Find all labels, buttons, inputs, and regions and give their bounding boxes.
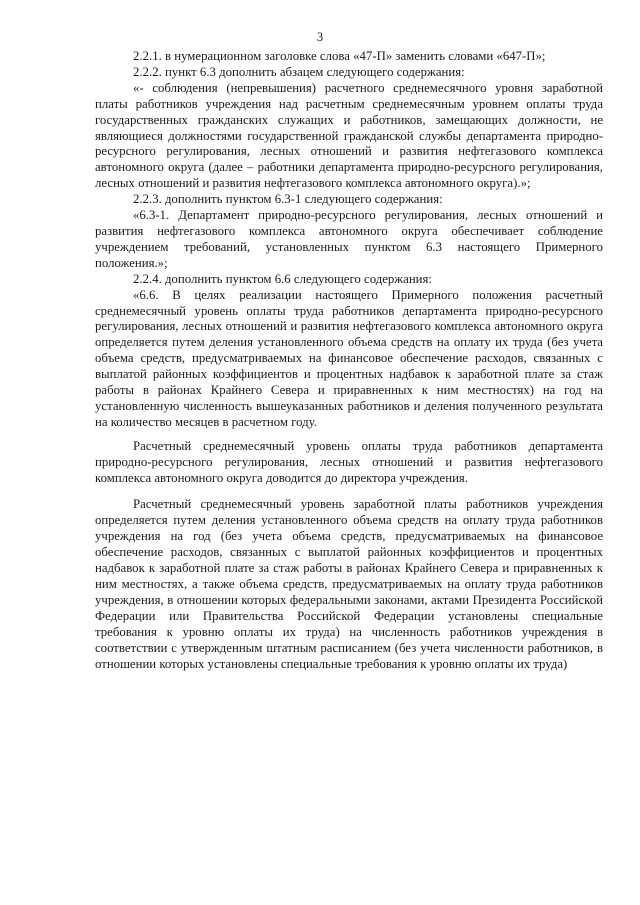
paragraph-department-level: Расчетный среднемесячный уровень оплаты труда работников департамента природно-ресурсного регулирования, лесных отношений и развития нефтегазового комплекса автономного округа доводится до директора учреждения.	[95, 438, 603, 485]
paragraph-6-3-addition: «- соблюдения (непревышения) расчетного среднемесячного уровня заработной платы работников учреждения над расчетным среднемесячным уровнем оплаты труда государственных гражданских служащих и работников, замещающих должности, не являющиеся должностями государственной гражданской службы департамента природно-ресурсного регулирования, лесных отношений и развития нефтегазового комплекса автономного округа (далее – работники департамента природно-ресурсного регулирования, лесных отношений и развития нефтегазового комплекса автономного округа).»;	[95, 80, 603, 191]
paragraph-institution-level: Расчетный среднемесячный уровень заработной платы работников учреждения определяется путем деления установленного объема средств на оплату труда работников учреждения на год (без учета объема средств, предусматриваемых на финансовое обеспечение расходов, связанных с выплатой районных коэффициентов и процентных надбавок к заработной плате за стаж работы в районах Крайнего Севера и приравненных к ним местностях, а также объема средств, предусматриваемых на оплату труда работников учреждения, в отношении которых федеральными законами, актами Президента Российской Федерации или Правительства Российской Федерации установлены специальные требования к уровню оплаты их труда) на численность работников учреждения в соответствии с утвержденным штатным расписанием (без учета численности работников, в отношении которых установлены специальные требования к уровню оплаты их труда)	[95, 497, 603, 671]
paragraph-2-2-2: 2.2.2. пункт 6.3 дополнить абзацем следующего содержания:	[133, 64, 465, 79]
paragraph-2-2-1: 2.2.1. в нумерационном заголовке слова «47-П» заменить словами «647-П»;	[133, 49, 546, 63]
page-number: 3	[316, 30, 324, 44]
paragraph-2-2-3: 2.2.3. дополнить пунктом 6.3-1 следующего содержания:	[133, 192, 443, 207]
paragraph-6-6: «6.6. В целях реализации настоящего Примерного положения расчетный среднемесячный уровень оплаты труда работников департамента природно-ресурсного регулирования, лесных отношений и развития нефтегазового комплекса автономного округа определяется путем деления установленного объема средств на оплату их труда (без учета объема средств, предусматриваемых на финансовое обеспечение расходов, связанных с выплатой районных коэффициентов и процентных надбавок к заработной плате за стаж работы в районах Крайнего Севера и приравненных к ним местностях) на год на установленную численность вышеуказанных работников и деления полученного результата на количество месяцев в расчетном году.	[95, 287, 603, 429]
paragraph-6-3-1: «6.3-1. Департамент природно-ресурсного регулирования, лесных отношений и развития нефтегазового комплекса автономного округа обеспечивает соблюдение учреждением требований, установленных пунктом 6.3 настоящего Примерного положения.»;	[95, 208, 603, 270]
document-body	[95, 49, 603, 672]
paragraph-2-2-4: 2.2.4. дополнить пунктом 6.6 следующего содержания:	[133, 271, 432, 286]
